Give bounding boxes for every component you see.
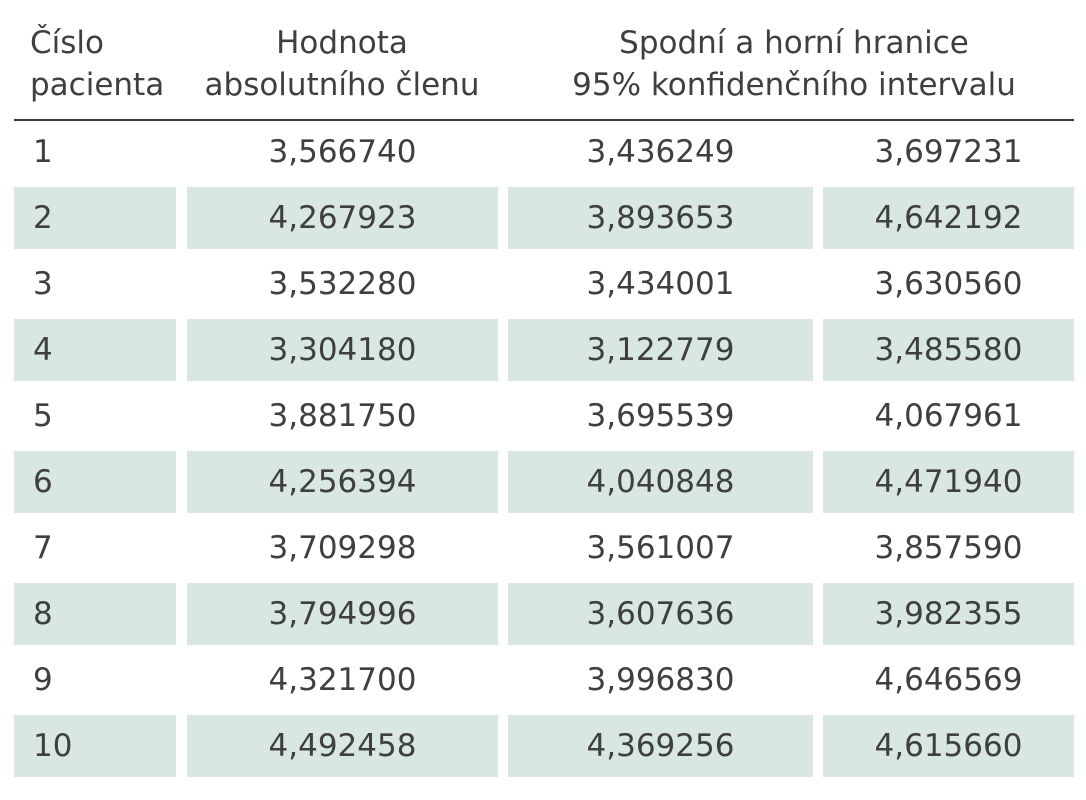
- cell-ci-upper: 3,982355: [823, 583, 1074, 645]
- cell-patient-number: 10: [14, 715, 176, 777]
- cell-absolute-term: 4,321700: [268, 662, 417, 698]
- header-text-line: Číslo: [30, 25, 104, 61]
- cell-absolute-term: 3,532280: [268, 266, 417, 302]
- cell-ci-lower: 3,122779: [508, 319, 813, 381]
- header-patient-number: [30, 22, 164, 106]
- cell-absolute-term: 3,304180: [187, 319, 498, 381]
- cell-ci-upper: 4,646569: [874, 662, 1023, 698]
- cell-patient-number: 3: [33, 266, 53, 302]
- table-header: [0, 0, 1086, 118]
- cell-patient-number: 2: [14, 187, 176, 249]
- table-row: [0, 451, 1086, 517]
- cell-ci-upper: 4,471940: [823, 451, 1074, 513]
- cell-ci-upper: 4,642192: [823, 187, 1074, 249]
- table-row: [0, 385, 1086, 451]
- table-row: [0, 649, 1086, 715]
- cell-absolute-term: 3,794996: [187, 583, 498, 645]
- cell-ci-upper: 3,697231: [874, 134, 1023, 170]
- cell-absolute-term: 4,492458: [187, 715, 498, 777]
- header-absolute-term-value: [190, 22, 494, 106]
- cell-ci-upper: 3,630560: [874, 266, 1023, 302]
- cell-patient-number: 8: [14, 583, 176, 645]
- cell-ci-lower: 3,996830: [586, 662, 735, 698]
- table-row: [0, 715, 1086, 781]
- table-row: [0, 583, 1086, 649]
- cell-patient-number: 9: [33, 662, 53, 698]
- cell-ci-lower: 3,436249: [586, 134, 735, 170]
- cell-ci-upper: 3,485580: [823, 319, 1074, 381]
- cell-absolute-term: 4,267923: [187, 187, 498, 249]
- header-text-line: pacienta: [30, 67, 165, 103]
- cell-ci-lower: 4,369256: [508, 715, 813, 777]
- table-row: [0, 187, 1086, 253]
- header-text-line: Hodnota: [276, 25, 408, 61]
- header-text-line: 95% konfidenčního intervalu: [572, 67, 1016, 103]
- cell-absolute-term: 3,566740: [268, 134, 417, 170]
- cell-ci-lower: 3,434001: [586, 266, 735, 302]
- cell-patient-number: 6: [14, 451, 176, 513]
- cell-ci-upper: 3,857590: [874, 530, 1023, 566]
- cell-ci-upper: 4,615660: [823, 715, 1074, 777]
- table-row: [0, 517, 1086, 583]
- cell-absolute-term: 3,709298: [268, 530, 417, 566]
- table-row: [0, 319, 1086, 385]
- header-text-line: Spodní a horní hranice: [619, 25, 969, 61]
- cell-ci-lower: 3,695539: [586, 398, 735, 434]
- cell-patient-number: 4: [14, 319, 176, 381]
- cell-patient-number: 5: [33, 398, 53, 434]
- cell-ci-lower: 4,040848: [508, 451, 813, 513]
- cell-ci-upper: 4,067961: [874, 398, 1023, 434]
- header-confidence-interval-bounds: [508, 22, 1080, 106]
- cell-absolute-term: 4,256394: [187, 451, 498, 513]
- table-row: [0, 253, 1086, 319]
- cell-ci-lower: 3,607636: [508, 583, 813, 645]
- cell-patient-number: 7: [33, 530, 53, 566]
- header-text-line: absolutního členu: [204, 67, 480, 103]
- cell-absolute-term: 3,881750: [268, 398, 417, 434]
- cell-ci-lower: 3,561007: [586, 530, 735, 566]
- cell-patient-number: 1: [33, 134, 53, 170]
- table-row: [0, 121, 1086, 187]
- cell-ci-lower: 3,893653: [508, 187, 813, 249]
